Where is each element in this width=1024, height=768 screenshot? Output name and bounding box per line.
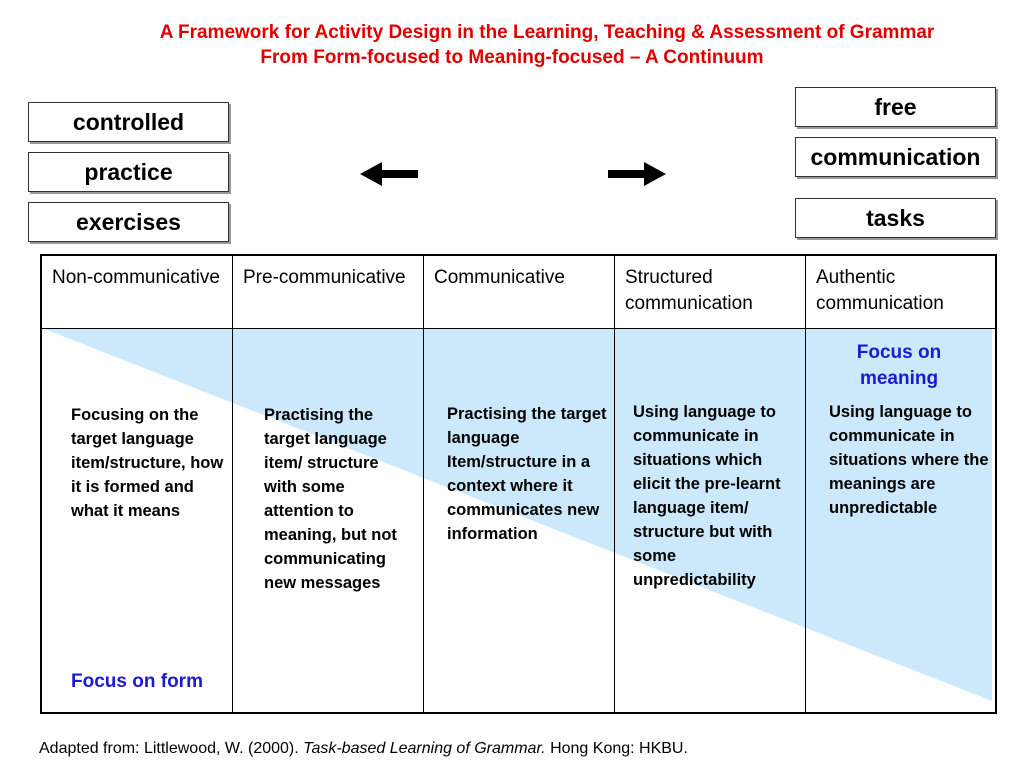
description-authentic-communication: Using language to communicate in situations where the meanings are unpredictable bbox=[829, 403, 989, 517]
citation bbox=[39, 740, 688, 758]
title-line-1: A Framework for Activity Design in the Learning, Teaching & Assessment of Grammar bbox=[159, 22, 935, 43]
box-controlled: controlled bbox=[28, 102, 229, 142]
box-tasks: tasks bbox=[795, 198, 996, 238]
left-arrow-icon bbox=[360, 160, 420, 188]
header-divider bbox=[42, 328, 995, 329]
right-arrow-icon bbox=[606, 160, 666, 188]
header-pre-communicative: Pre-communicative bbox=[243, 267, 406, 288]
citation-book-title: Task-based Learning of Grammar. bbox=[303, 740, 546, 757]
focus-on-meaning-label: Focus on meaning bbox=[856, 342, 942, 389]
description-communicative: Practising the target language Item/structure in a context where it communicates new information bbox=[447, 405, 607, 543]
box-free: free bbox=[795, 87, 996, 127]
focus-on-form-label: Focus on form bbox=[71, 671, 203, 692]
slide-title bbox=[0, 20, 1024, 70]
header-authentic-communication: Authentic communication bbox=[816, 267, 944, 314]
box-communication: communication bbox=[795, 137, 996, 177]
title-line-2: From Form-focused to Meaning-focused – A Continuum bbox=[260, 47, 764, 68]
header-structured-communication: Structured communication bbox=[625, 267, 753, 314]
citation-prefix: Adapted from: Littlewood, W. (2000). bbox=[39, 740, 304, 757]
header-communicative: Communicative bbox=[434, 267, 565, 288]
citation-suffix: Hong Kong: HKBU. bbox=[545, 740, 688, 757]
box-practice: practice bbox=[28, 152, 229, 192]
continuum-table bbox=[40, 254, 997, 714]
description-pre-communicative: Practising the target language item/ structure with some attention to meaning, but not communicating new messages bbox=[264, 406, 397, 592]
box-exercises: exercises bbox=[28, 202, 229, 242]
description-non-communicative: Focusing on the target language item/structure, how it is formed and what it means bbox=[71, 406, 224, 520]
header-non-communicative: Non-communicative bbox=[52, 267, 220, 288]
description-structured-communication: Using language to communicate in situations which elicit the pre-learnt language item/ structure but with some unpredictability bbox=[633, 403, 781, 589]
